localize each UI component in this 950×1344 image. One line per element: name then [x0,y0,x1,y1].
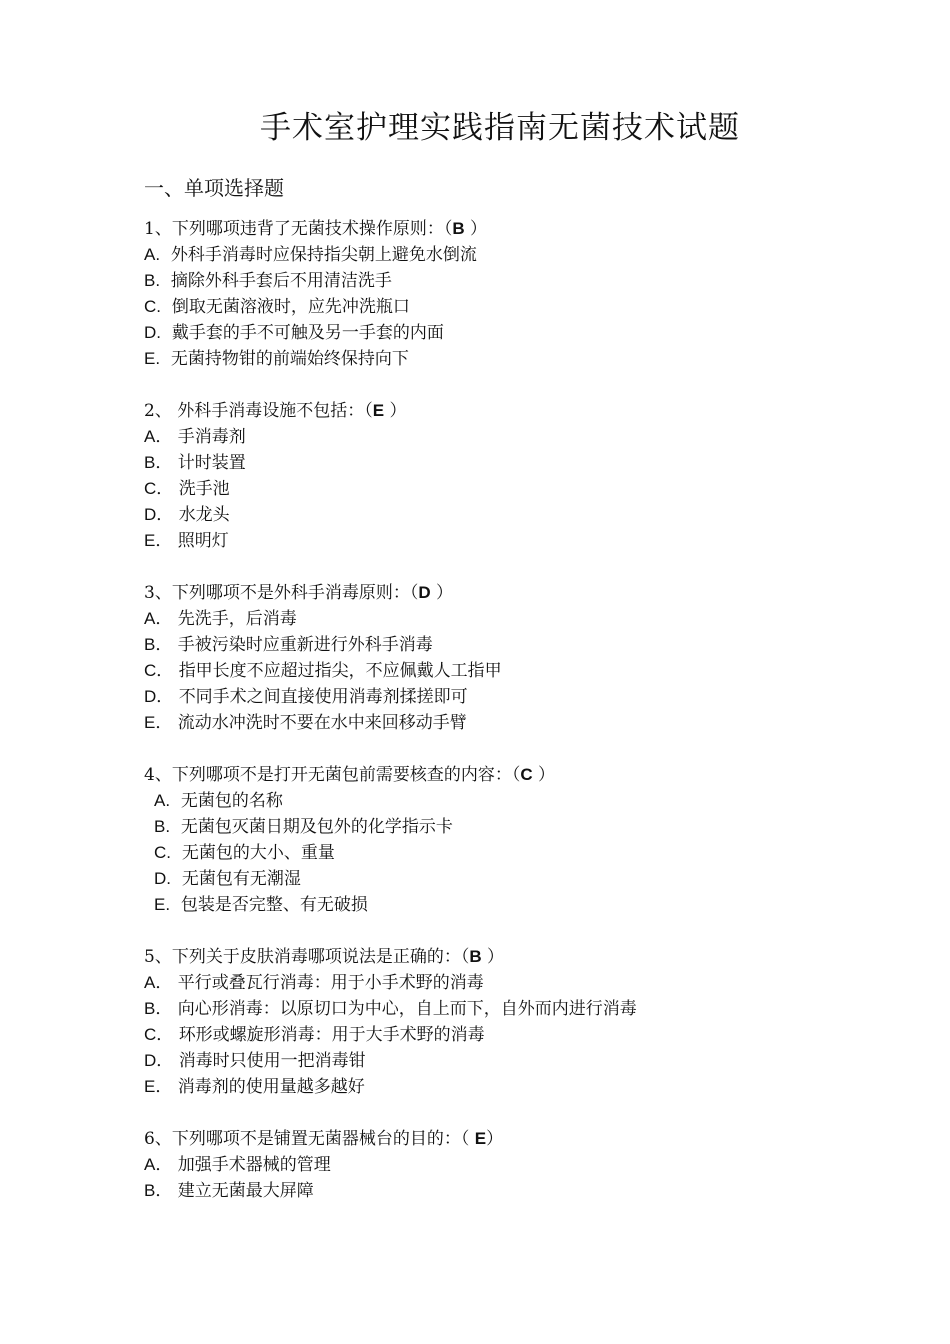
question-block [144,580,904,736]
option-item [144,710,904,736]
option-text: 手被污染时应重新进行外科手消毒 [177,635,433,655]
option-separator: . [166,869,172,888]
option-text: 不同手术之间直接使用消毒剂揉搓即可 [178,687,468,707]
option-item [144,528,904,554]
option-letter: B [144,635,156,654]
option-separator: . [166,843,172,862]
option-letter: E [144,531,156,550]
option-letter: B [154,817,166,836]
option-item [144,970,904,996]
option-item [144,1074,904,1100]
option-letter: C [144,297,157,316]
option-separator: ． [156,661,174,680]
option-letter: A [144,427,156,446]
answer-key: B [469,947,482,966]
option-item [144,424,904,450]
option-letter: A [144,609,156,628]
option-text: 计时装置 [177,453,246,473]
option-item [144,606,904,632]
option-item [144,892,904,918]
option-item [144,814,904,840]
question-text: 2、 外科手消毒设施不包括：（ [144,401,373,421]
option-letter: E [144,713,156,732]
option-item [144,1152,904,1178]
option-letter: D [144,687,157,706]
option-separator: ． [155,713,173,732]
answer-key: E [474,1129,487,1148]
option-separator: ． [155,973,173,992]
option-separator: ． [155,453,173,472]
option-text: 流动水冲洗时不要在水中来回移动手臂 [177,713,467,733]
question-stem [144,398,904,424]
option-item [144,242,904,268]
option-letter: A [154,791,166,810]
question-stem [144,580,904,606]
option-letter: C [144,479,157,498]
option-text: 指甲长度不应超过指尖，不应佩戴人工指甲 [178,661,502,681]
section-heading: 一、单项选择题 [144,176,284,200]
option-letter: D [154,869,167,888]
question-text: 6、下列哪项不是铺置无菌器械台的目的：（ [144,1129,475,1149]
option-item [144,294,904,320]
option-text: 照明灯 [177,531,229,551]
option-text: 戴手套的手不可触及另一手套的内面 [171,323,444,343]
option-letter: B [144,1181,156,1200]
option-separator: ． [156,505,174,524]
option-letter: E [144,349,156,368]
question-stem [144,762,904,788]
option-text: 加强手术器械的管理 [177,1155,331,1175]
question-block [144,398,904,554]
option-letter: A [144,973,156,992]
answer-key: D [418,583,431,602]
option-letter: A [144,1155,156,1174]
option-separator: ． [156,1051,174,1070]
question-block [144,944,904,1100]
option-text: 无菌包有无潮湿 [181,869,301,889]
option-text: 倒取无菌溶液时，应先冲洗瓶口 [171,297,410,317]
option-text: 无菌包的大小、重量 [181,843,335,863]
option-text: 向心形消毒：以原切口为中心，自上而下，自外而内进行消毒 [177,999,637,1019]
option-item [144,450,904,476]
option-text: 外科手消毒时应保持指尖朝上避免水倒流 [170,245,477,265]
option-separator: ． [155,609,173,628]
option-item [144,476,904,502]
option-separator: . [155,245,161,264]
option-item [144,658,904,684]
answer-key: B [452,219,465,238]
document-title: 手术室护理实践指南无菌技术试题 [260,110,740,146]
option-separator: ． [155,1155,173,1174]
option-separator: . [155,271,161,290]
option-text: 摘除外科手套后不用清洁洗手 [170,271,392,291]
option-item [144,996,904,1022]
option-letter: B [144,271,156,290]
option-text: 无菌持物钳的前端始终保持向下 [170,349,409,369]
answer-key: E [372,401,385,420]
option-separator: ． [155,531,173,550]
option-separator: ． [155,635,173,654]
question-stem [144,216,904,242]
option-letter: E [144,1077,156,1096]
option-letter: C [144,661,157,680]
option-item [144,632,904,658]
option-item [144,502,904,528]
option-separator: ． [155,1181,173,1200]
option-separator: . [165,817,171,836]
option-separator: ． [156,479,174,498]
closing-paren: ） [486,1129,504,1149]
closing-paren: ） [430,583,454,603]
option-letter: B [144,453,156,472]
question-stem [144,944,904,970]
option-text: 建立无菌最大屏障 [177,1181,314,1201]
option-letter: E [154,895,166,914]
option-item [144,1178,904,1204]
closing-paren: ） [481,947,505,967]
option-item [144,866,904,892]
option-item [144,840,904,866]
option-text: 洗手池 [178,479,230,499]
option-text: 消毒剂的使用量越多越好 [177,1077,365,1097]
option-letter: B [144,999,156,1018]
option-text: 平行或叠瓦行消毒：用于小手术野的消毒 [177,973,484,993]
question-text: 3、下列哪项不是外科手消毒原则：（ [144,583,419,603]
option-text: 环形或螺旋形消毒：用于大手术野的消毒 [178,1025,485,1045]
answer-key: C [520,765,533,784]
option-separator: ． [155,1077,173,1096]
option-letter: C [144,1025,157,1044]
question-text: 4、下列哪项不是打开无菌包前需要核查的内容：（ [144,765,521,785]
option-item [144,788,904,814]
option-text: 无菌包灭菌日期及包外的化学指示卡 [180,817,453,837]
option-separator: ． [156,1025,174,1044]
option-separator: . [155,349,161,368]
option-separator: ． [156,687,174,706]
option-text: 手消毒剂 [177,427,246,447]
option-letter: D [144,323,157,342]
option-text: 包装是否完整、有无破损 [180,895,368,915]
question-block [144,1126,904,1204]
option-item [144,268,904,294]
option-letter: D [144,1051,157,1070]
option-text: 水龙头 [178,505,230,525]
closing-paren: ） [464,219,488,239]
option-separator: ． [155,427,173,446]
closing-paren: ） [384,401,407,421]
option-item [144,1022,904,1048]
option-text: 先洗手，后消毒 [177,609,297,629]
option-letter: D [144,505,157,524]
option-separator: . [156,323,162,342]
question-block [144,762,904,918]
option-text: 消毒时只使用一把消毒钳 [178,1051,366,1071]
option-text: 无菌包的名称 [180,791,283,811]
question-stem [144,1126,904,1152]
option-separator: ． [155,999,173,1018]
option-item [144,320,904,346]
option-item [144,1048,904,1074]
closing-paren: ） [532,765,556,785]
option-letter: A [144,245,156,264]
option-item [144,684,904,710]
option-separator: . [156,297,162,316]
option-separator: . [165,791,171,810]
question-block [144,216,904,372]
question-text: 1、下列哪项违背了无菌技术操作原则：（ [144,219,453,239]
question-list [144,216,904,1230]
option-separator: . [165,895,171,914]
question-text: 5、下列关于皮肤消毒哪项说法是正确的：（ [144,947,470,967]
option-letter: C [154,843,167,862]
option-item [144,346,904,372]
